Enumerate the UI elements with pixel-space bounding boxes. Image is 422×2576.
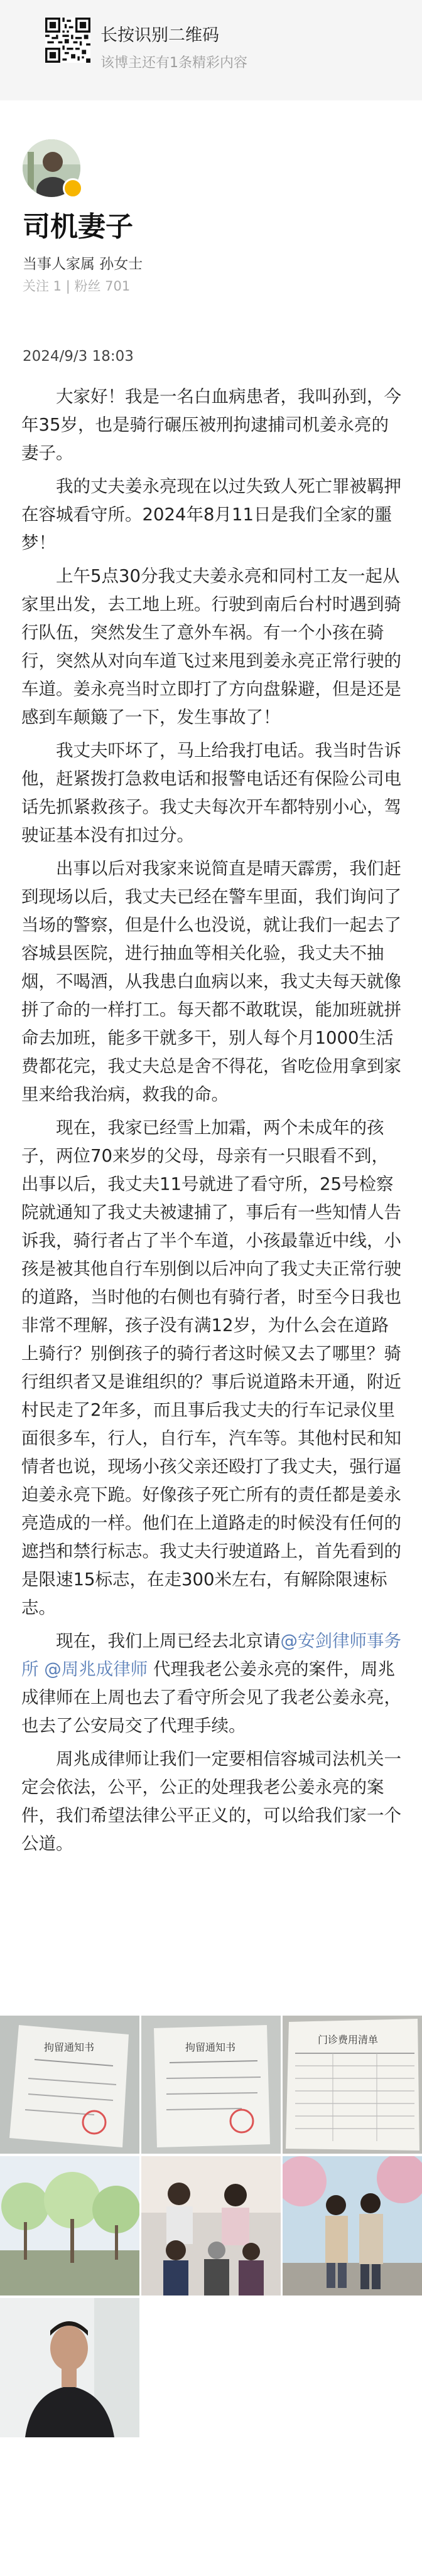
qr-code-icon[interactable] — [45, 18, 90, 63]
paragraph: 大家好！我是一名白血病患者，我叫孙到，今年35岁，也是骑行碾压被刑拘逮捕司机姜永亮的妻子。 — [21, 387, 401, 463]
verified-badge-icon — [63, 178, 83, 198]
paragraph-text: 现在，我们上周已经去北京请 — [56, 1631, 281, 1651]
paragraph-with-mentions — [21, 1627, 401, 1740]
mention-link[interactable]: @周兆成律师 — [44, 1659, 148, 1679]
paragraph: 上午5点30分我丈夫姜永亮和同村工友一起从家里出发，去工地上班。行驶到南后台村时遇到骑行队伍，突然发生了意外车祸。有一个小孩在骑行，突然从对向车道飞过来甩到姜永亮正常行驶的车道。姜永亮当时立即打了方向盘躲避，但是还是感到车颠簸了一下，发生事故了！ — [21, 566, 401, 727]
paragraph: 我的丈夫姜永亮现在以过失致人死亡罪被羁押在容城看守所。2024年8月11日是我们全家的噩梦！ — [21, 476, 401, 553]
document-photo[interactable] — [141, 2016, 281, 2154]
paragraph: 现在，我家已经雪上加霜，两个未成年的孩子，两位70来岁的父母，母亲有一只眼看不到，出事以后，我丈夫11号就进了看守所，25号检察院就通知了我丈夫被逮捕了，事后有一些知情人告诉我，骑行者占了半个车道，小孩最靠近中线，小孩是被其他自行车别倒以后冲向了我丈夫正常行驶的道路，当时他的右侧也有骑行者，时至今日我也非常不理解，孩子没有满12岁，为什么会在道路上骑行？别倒孩子的骑行者这时候又去了哪里？骑行组织者又是谁组织的？事后说道路未开通，附近村民走了2年多，而且事后我丈夫的行车记录仪里面很多车，行人，自行车，汽车等。其他村民和知情者也说，现场小孩父亲还殴打了我丈夫，强行逼迫姜永亮下跪。好像孩子死亡所有的责任都是姜永亮造成的一样。他们在上道路走的时候没有任何的遮挡和禁行标志。我丈夫行驶道路上，首先看到的是限速15标志，在走300米左右，有解除限速标志。 — [21, 1118, 401, 1618]
couple-photo[interactable] — [283, 2156, 422, 2295]
author-name[interactable]: 司机妻子 — [23, 211, 133, 243]
paragraph: 出事以后对我家来说简直是晴天霹雳，我们赶到现场以后，我丈夫已经在警车里面，我们询问了当场的警察，但是什么也没说，就让我们一起去了容城县医院，进行抽血等相关化验，我丈夫不抽烟，不喝酒，从我患白血病以来，我丈夫每天就像拼了命的一样打工。每天都不敢耽误，能加班就拼命去加班，能多干就多干，别人每个月1000生活费都花完，我丈夫总是舍不得花，省吃俭用拿到家里来给我治病，救我的命。 — [21, 858, 401, 1104]
paragraph-text: 代理我老公姜永亮的案件，周兆成律师在上周也去了看守所会见了我老公姜永亮，也去了公安局交了代理手续。 — [21, 1659, 401, 1736]
author-stats: 关注 1 | 粉丝 701 — [23, 279, 131, 294]
paragraph: 我丈夫吓坏了，马上给我打电话。我当时告诉他，赶紧拨打急救电话和报警电话还有保险公司电话先抓紧救孩子。我丈夫每次开车都特别小心，驾驶证基本没有扣过分。 — [21, 740, 401, 845]
author-role: 当事人家属 孙女士 — [23, 256, 143, 272]
qr-banner[interactable] — [0, 0, 422, 100]
qr-title: 长按识别二维码 — [100, 26, 219, 45]
document-title: 门诊费用清单 — [318, 2034, 379, 2046]
post-date: 2024/9/3 18:03 — [23, 348, 134, 365]
document-photo[interactable] — [0, 2016, 139, 2154]
document-title: 拘留通知书 — [185, 2041, 236, 2053]
portrait-photo[interactable] — [0, 2298, 139, 2437]
document-photo[interactable] — [283, 2016, 422, 2154]
paragraph: 周兆成律师让我们一定要相信容城司法机关一定会依法，公平，公正的处理我老公姜永亮的案件，我们希望法律公平正义的，可以给我们家一个公道。 — [21, 1749, 401, 1854]
document-title: 拘留通知书 — [44, 2041, 95, 2053]
post-body — [21, 383, 401, 1858]
mention-link[interactable]: @安剑律师事务所 — [21, 1631, 401, 1679]
family-photo[interactable] — [141, 2156, 281, 2295]
tree-road-photo[interactable] — [0, 2156, 139, 2295]
qr-subtitle: 该博主还有1条精彩内容 — [100, 55, 247, 71]
